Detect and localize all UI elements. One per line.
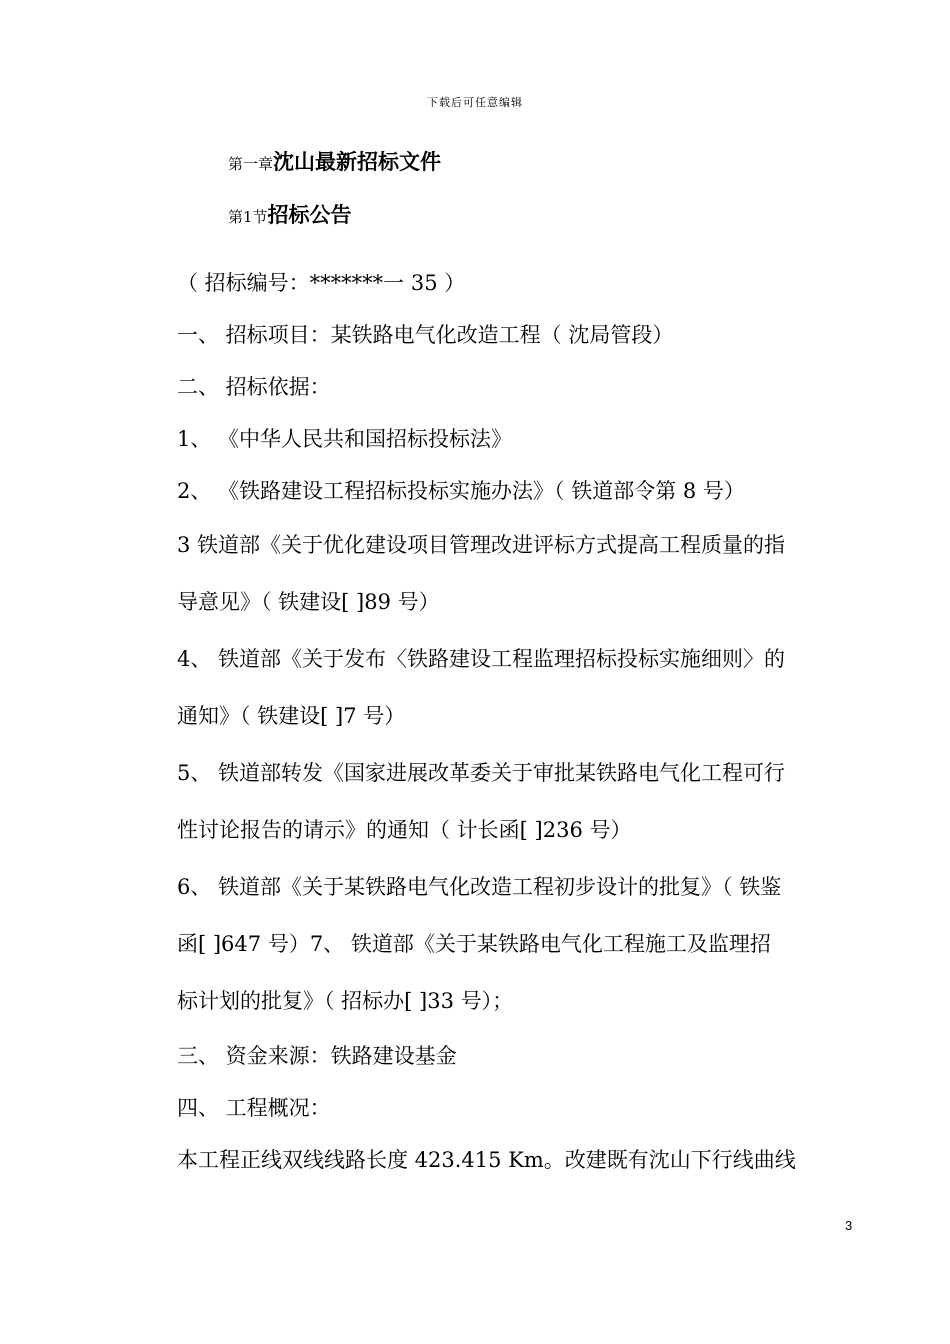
page-number: 3 <box>845 1218 853 1233</box>
announcement-body <box>177 257 857 1186</box>
body-line: 三、 资金来源：铁路建设基金 <box>177 1044 457 1068</box>
body-line: 2、 《铁路建设工程招标投标实施办法》（ 铁道部令第 8 号） <box>177 479 745 503</box>
body-line: 四、 工程概况： <box>177 1096 331 1120</box>
body-line: 函[ ]647 号）7、 铁道部《关于某铁路电气化工程施工及监理招 <box>177 932 771 956</box>
section-heading <box>228 199 352 229</box>
tender-number-line: （ 招标编号：*******一 35 ） <box>177 271 466 295</box>
page-header: 下载后可任意编辑 <box>427 96 523 109</box>
section-title: 招标公告 <box>267 203 352 227</box>
section-prefix: 第1节 <box>228 208 268 226</box>
body-line: 5、 铁道部转发《国家进展改革委关于审批某铁路电气化工程可行 <box>177 761 786 785</box>
body-line: 4、 铁道部《关于发布〈铁路建设工程监理招标投标实施细则〉的 <box>177 647 786 671</box>
body-line: 3 铁道部《关于优化建设项目管理改进评标方式提高工程质量的指 <box>177 533 786 557</box>
chapter-prefix: 第一章 <box>228 155 274 173</box>
body-line: 1、 《中华人民共和国招标投标法》 <box>177 427 513 451</box>
body-line: 二、 招标依据： <box>177 375 331 399</box>
body-line: 性讨论报告的请示》的通知（ 计长函[ ]236 号） <box>177 818 632 842</box>
body-line: 标计划的批复》（ 招标办[ ]33 号）； <box>177 989 514 1013</box>
body-line: 一、 招标项目：某铁路电气化改造工程（ 沈局管段） <box>177 323 674 347</box>
body-line: 6、 铁道部《关于某铁路电气化改造工程初步设计的批复》（ 铁鉴 <box>177 875 782 899</box>
body-line: 通知》（ 铁建设[ ]7 号） <box>177 704 406 728</box>
chapter-heading <box>228 146 441 176</box>
body-line: 本工程正线双线线路长度 423.415 Km。改建既有沈山下行线曲线 <box>177 1148 796 1172</box>
chapter-title: 沈山最新招标文件 <box>273 150 442 174</box>
body-line: 导意见》（ 铁建设[ ]89 号） <box>177 590 440 614</box>
